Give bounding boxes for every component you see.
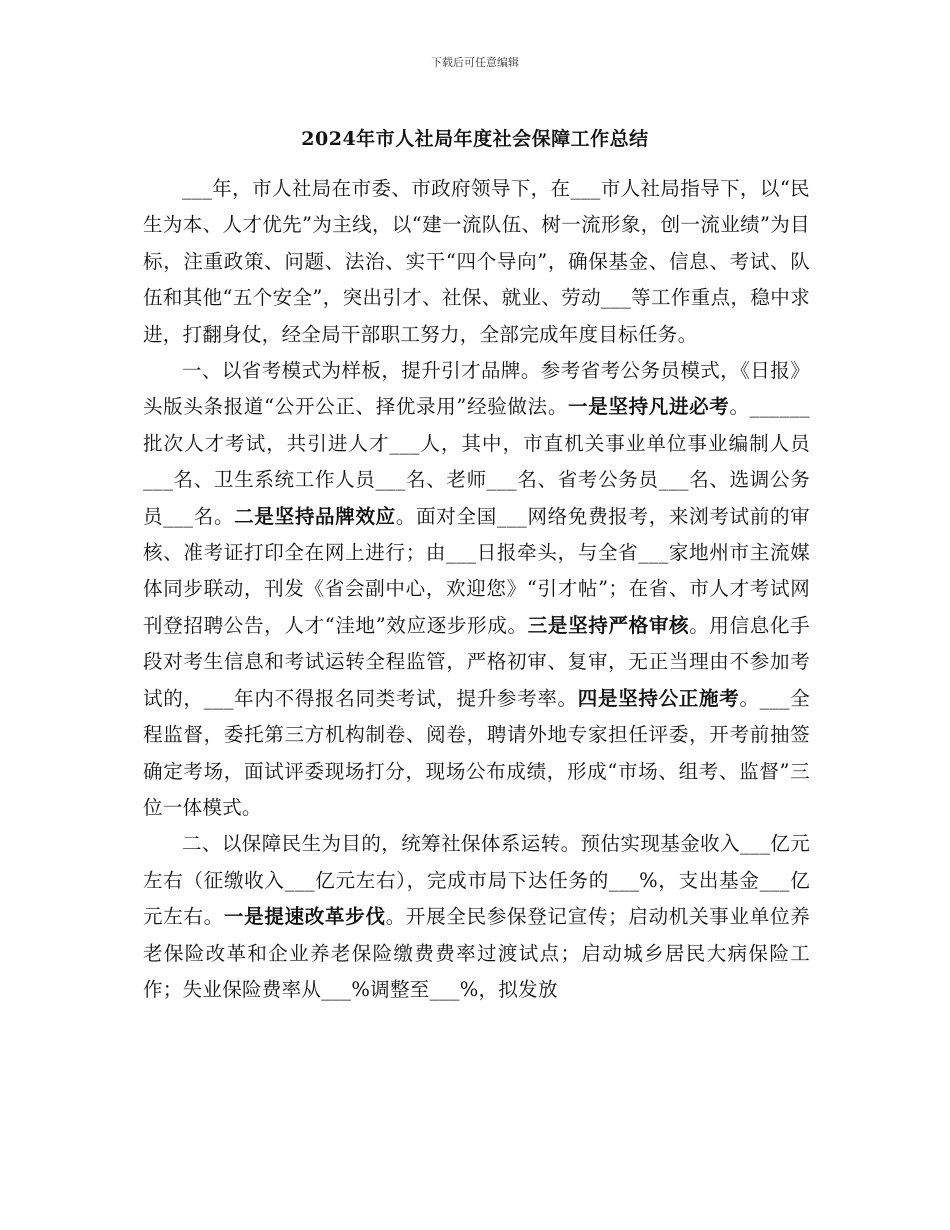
page-header: 下载后可任意编辑 xyxy=(431,56,519,69)
section-2-text-2: 。开展全民参保登记宣传；启动机关事业单位养老保险改革和企业养老保险缴费费率过渡试点；启动城乡居民大病保险工作；失业保险费率从___%调整至___%，拟发放 xyxy=(143,905,810,1001)
section-2-text-1: 二、以保障民生为目的，统筹社保体系运转。预估实现基金收入___亿元左右（征缴收入___亿元左右），完成市局下达任务的___%，支出基金___亿元左右。 xyxy=(143,832,810,929)
section-1-point-3: 三是坚持严格审核 xyxy=(527,613,690,637)
section-1-point-2: 二是坚持品牌效应 xyxy=(234,504,396,528)
section-1-point-4: 四是坚持公正施考 xyxy=(577,686,740,710)
section-1-point-1: 一是坚持凡进必考 xyxy=(568,395,730,419)
document-body xyxy=(143,171,810,1008)
paragraph-section-1 xyxy=(143,353,810,826)
section-1-text-3: 。面对全国___网络免费报考，来浏考试前的审核、准考证打印全在网上进行；由___日报牵头，与全省___家地州市主流媒体同步联动，刊发《省会副中心，欢迎您》“引才帖”；在省、市人才考试网刊登招聘公告，人才“洼地”效应逐步形成。 xyxy=(143,504,810,637)
paragraph-section-2 xyxy=(143,826,810,1008)
paragraph-intro: ___年，市人社局在市委、市政府领导下，在___市人社局指导下，以“民生为本、人才优先”为主线，以“建一流队伍、树一流形象，创一流业绩”为目标，注重政策、问题、法治、实干“四个导向”，确保基金、信息、考试、队伍和其他“五个安全”，突出引才、社保、就业、劳动___等工作重点，稳中求进，打翻身仗，经全局干部职工努力，全部完成年度目标任务。 xyxy=(143,177,810,346)
section-1-text-5: 。___全程监督，委托第三方机构制卷、阅卷，聘请外地专家担任评委，开考前抽签确定考场，面试评委现场打分，现场公布成绩，形成“市场、组考、监督”三位一体模式。 xyxy=(143,686,811,819)
section-1-text-4: 。用信息化手段对考生信息和考试运转全程监管，严格初审、复审，无正当理由不参加考试的，___年内不得报名同类考试，提升参考率。 xyxy=(143,613,810,710)
section-1-text-2: 。______批次人才考试，共引进人才___人，其中，市直机关事业单位事业编制人员___名、卫生系统工作人员___名、老师___名、省考公务员___名、选调公务员___名。 xyxy=(143,395,810,528)
section-2-point-1: 一是提速改革步伐 xyxy=(223,905,386,929)
section-1-text-1: 一、以省考模式为样板，提升引才品牌。参考省考公务员模式，《日报》头版头条报道“公开公正、择优录用”经验做法。 xyxy=(143,359,810,419)
document-title: 2024年市人社局年度社会保障工作总结 xyxy=(301,128,649,150)
